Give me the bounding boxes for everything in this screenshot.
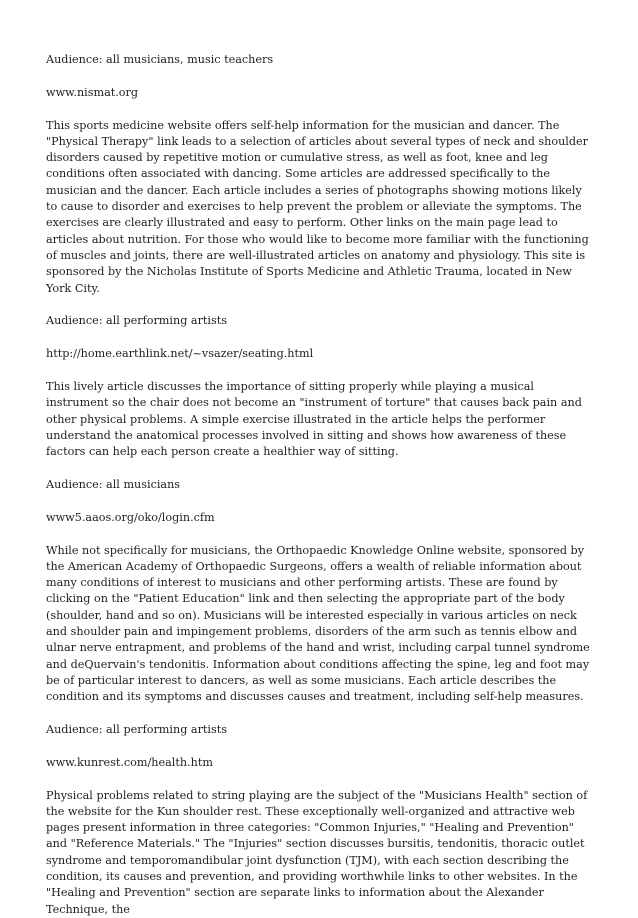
document-page xyxy=(46,52,594,918)
entry-audience: Audience: all musicians, music teachers xyxy=(46,53,274,66)
entry-url: www.nismat.org xyxy=(46,85,139,99)
entry-url: http://home.earthlink.net/~vsazer/seating.html xyxy=(46,347,314,361)
entry-audience: Audience: all performing artists xyxy=(46,314,227,328)
entry-description: While not specifically for musicians, the Orthopaedic Knowledge Online website, sponsored by the American Academy of Orthopaedic Surgeons, offers a wealth of reliable information about many conditions of interest to musicians and other performing artists. These are found by clicking on the "Patient Education" link and then selecting the appropriate part of the body (shoulder, hand and so on). Musicians will be interested especially in various articles on neck and shoulder pain and impingement problems, disorders of the arm such as tennis elbow and ulnar nerve entrapment, and problems of the hand and wrist, including carpal tunnel syndrome and deQuervain's tendonitis. Information about conditions affecting the spine, leg and foot may be of particular interest to dancers, as well as some musicians. Each article describes the condition and its symptoms and discusses causes and treatment, including self-help measures. xyxy=(46,543,590,704)
entry-audience: Audience: all performing artists xyxy=(46,723,227,736)
entry-description: Physical problems related to string playing are the subject of the "Musicians Health" section of the website for the Kun shoulder rest. These exceptionally well-organized and attractive web pages present information in three categories: "Common Injuries," "Healing and Prevention" and "Reference Materials." The "Injuries" section discusses bursitis, tendonitis, thoracic outlet syndrome and temporomandibular joint dysfunction (TJM), with each section describing the condition, its causes and prevention, and providing worthwhile links to other websites. In the "Healing and Prevention" section are separate links to information about the Alexander Technique, the xyxy=(46,788,588,916)
entry-description: This sports medicine website offers self-help information for the musician and dancer. The "Physical Therapy" link leads to a selection of articles about several types of neck and shoulder disorders caused by repetitive motion or cumulative stress, as well as foot, knee and leg conditions often associated with dancing. Some articles are addressed specifically to the musician and the dancer. Each article includes a series of photographs showing motions likely to cause to disorder and exercises to help prevent the problem or alleviate the symptoms. The exercises are clearly illustrated and easy to perform. Other links on the main page lead to articles about nutrition. For those who would like to become more familiar with the functioning of muscles and joints, there are well-illustrated articles on anatomy and physiology. This site is sponsored by the Nicholas Institute of Sports Medicine and Athletic Trauma, located in New York City. xyxy=(46,118,589,295)
entry-description: This lively article discusses the importance of sitting properly while playing a musical instrument so the chair does not become an "instrument of torture" that causes back pain and other physical problems. A simple exercise illustrated in the article helps the performer understand the anatomical processes involved in sitting and shows how awareness of these factors can help each person create a healthier way of sitting. xyxy=(46,379,582,459)
entry-url: www.kunrest.com/health.htm xyxy=(46,755,213,769)
entry-audience: Audience: all musicians xyxy=(46,477,181,491)
entry-url: www5.aaos.org/oko/login.cfm xyxy=(46,510,215,524)
